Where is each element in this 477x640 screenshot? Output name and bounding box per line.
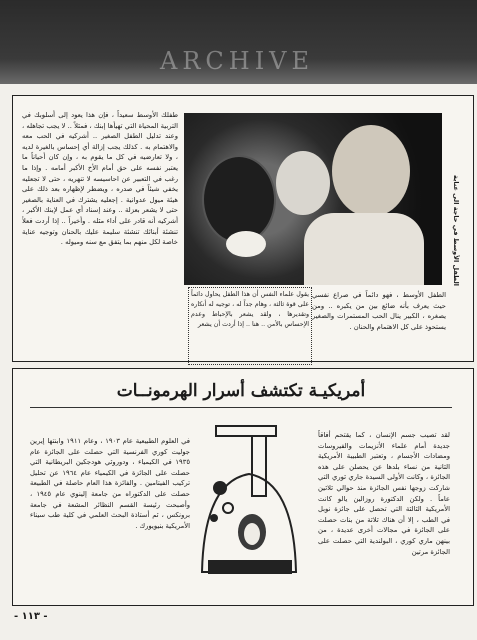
photo-sub-caption: يقول علماء النفس أن هذا الطفل يحاول دائماً على قوة ثالثة ، وهام جداً له ، توجيه له أنكاره وتقديرها ، ولقد يشعر بالإحباط وعدم الإحساس بالأمن .. هنا .. إذا أردت أن يشعر (188, 287, 312, 365)
heading-rule (30, 407, 452, 408)
illustration-top-bar (216, 426, 276, 436)
watermark: ARCHIVE (160, 47, 315, 75)
woman-face (244, 523, 260, 545)
article-heading: أمريكيـة تكتشف أسرار الهرمونــات (116, 381, 366, 401)
child-body-shape (304, 213, 424, 285)
test-tube (252, 436, 266, 496)
bubble-3 (210, 514, 218, 522)
photo-side-caption: الطفل الأوسط في حاجة الى عناية (452, 174, 460, 286)
children-photo (184, 113, 442, 285)
bubble-2 (223, 503, 233, 513)
dove-shape (226, 231, 266, 257)
left-column-top: طفلك الأوسط سعيداً ، فإن هذا يعود إلى أسلوبك في التربية المحياة التي تهيأها إبنك ، فمثلاً .. لا يجب تجاهله ، وعند تدليل الطفل الصغير .. أشركيه في الحب معه والاهتمام به . كذلك يجب إزالة أي إحساس بالغيرة لديه ، ولا تعارضيه في كل ما يقوم به ، وإن كان أحياناً ما يعتبر نفسه على حق أمام الأخ الأكبر أمامه . وإذا ما رغب في التعبير عن احاسيسه لا تنهريه ، حتى لا تجعليه يخفي شيئاً في صدره ، ويضطر لإظهاره بعد ذلك على هيئة ميول عدوانية . إجعليه يشترك في العناية بالصغير حتى لا يشعر بعزلة .. وعند إسناد أي عمل لإبنك الأكبر ، أشركيه أنه قادر على أداء مثله . وأخيراً .. إذا أردت فعلاً تنشئة أبنائك تنشئة سليمة عليك بالحنان وتوجيه عناية خاصة لكل منهم بما يتفق مع سنه وميوله . (22, 111, 178, 247)
child-right-figure (332, 125, 410, 217)
illustration-base (208, 560, 292, 574)
page-number: - ١١٣ - (14, 611, 48, 622)
child-middle-figure (276, 151, 330, 215)
article-left-column: في العلوم الطبيعية عام ١٩٠٣ ، وعام ١٩١١ وابنتها إيرين جوليت كوري الفرنسية التي حصلت على الجائزة عام ١٩٣٥ في الكيمياء ، ودوروثي هودجكين البريطانية التي حصلت على الجائزة في الكيمياء عام ١٩٦٤ عن تحليل تركيب الفيتامين . والفائزة هذا العام حاصلة في الطبيعة حصلت على الدكتوراه من جامعة إلينوي عام ١٩٤٥ ، وأصبحت رئيسة القسم النظائر المشعة في جامعة برونكس ، ثم أستاذة البحث العلمي في كلية طب سيناء الأمريكية بنيويورك . (30, 437, 190, 530)
article-right-column: لقد تصيب جسم الإنسان ، كما يقتحم أفاقاً جديدة أمام علماء الأنزيمات والفيروسات ومضادات الأجسام ، وتعتبر الطبيبة الأمريكية الثانية من نساء بلدها عن يحصلن على هذه الجائزة ، وكانت الأولى السيدة جاري ثوري التي شاركت زوجها نفس الجائزة منذ حوالي ثلاثين عاماً . ولكن الدكتورة روزالين يالو كانت الأمريكية الثالثة التي تحصل على جائزة نوبل في الطب ، إلا أن هناك ثلاثة من بنات حصلت على الجائزة في مجالات أخرى عديدة ، من بينهن ماري كوري ، البولندية التي حصلت على الجائزة مرتين (318, 431, 450, 556)
bubble-1 (213, 481, 227, 495)
lab-illustration (194, 422, 304, 582)
right-column-top: الطفل الأوسط ، فهو دائماً في صراع نفسي حيث يعرف بأنه ضائع بين من يكبره .. ومن يصغره ، الكبير ينال الحب المستمرات والصغير يستحوذ على كل الاهتمام والحنان . (312, 291, 446, 331)
